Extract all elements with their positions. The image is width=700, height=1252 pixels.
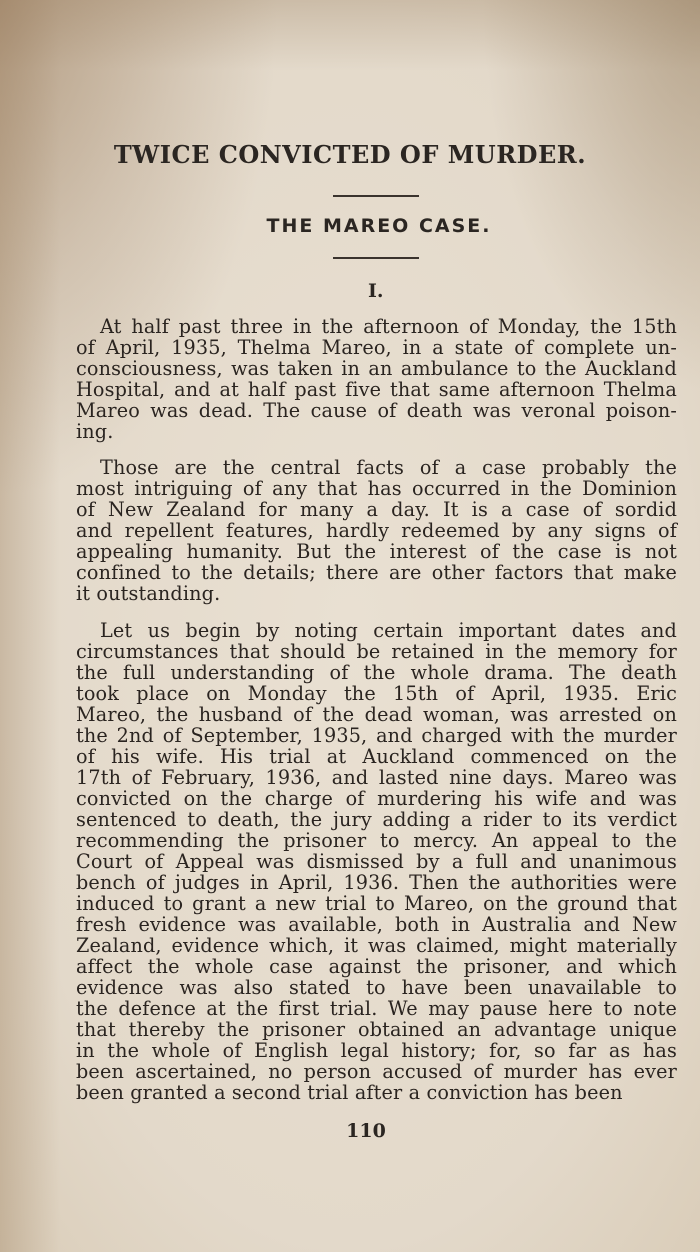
- text-line: At half past three in the afternoon of Monday, the 15th: [100, 315, 677, 338]
- text-line: bench of judges in April, 1936. Then the authorities were: [76, 871, 677, 894]
- text-line: sentenced to death, the jury adding a rider to its verdict: [76, 808, 677, 831]
- text-line: affect the whole case against the prisoner, and which: [76, 955, 677, 978]
- text-line: took place on Monday the 15th of April, 1935. Eric: [76, 682, 677, 705]
- text-line: 17th of February, 1936, and lasted nine days. Mareo was: [76, 766, 677, 789]
- text-line: Mareo, the husband of the dead woman, was arrested on: [76, 703, 677, 726]
- text-line: induced to grant a new trial to Mareo, on the ground that: [76, 892, 677, 915]
- text-line: the 2nd of September, 1935, and charged with the murder: [76, 724, 677, 747]
- title-divider-top: [333, 195, 419, 197]
- text-line: been ascertained, no person accused of murder has ever: [76, 1060, 677, 1083]
- text-line: evidence was also stated to have been unavailable to: [76, 976, 677, 999]
- text-line: circumstances that should be retained in the memory for: [76, 640, 677, 663]
- paragraph-3: [76, 620, 677, 1103]
- section-number: I.: [368, 280, 384, 302]
- text-line: of New Zealand for many a day. It is a case of sordid: [76, 498, 677, 521]
- text-line: most intriguing of any that has occurred in the Dominion: [76, 477, 677, 500]
- text-line: confined to the details; there are other factors that make: [76, 561, 677, 584]
- text-line: Let us begin by noting certain important dates and: [100, 619, 677, 642]
- text-line: the full understanding of the whole drama. The death: [76, 661, 677, 684]
- text-line: the defence at the first trial. We may pause here to note: [76, 997, 677, 1020]
- text-line: Hospital, and at half past five that same afternoon Thelma: [76, 378, 677, 401]
- text-line: in the whole of English legal history; for, so far as has: [76, 1039, 677, 1062]
- paragraph-2: [76, 457, 677, 604]
- text-line: Those are the central facts of a case probably the: [100, 456, 677, 479]
- title-divider-bottom: [333, 257, 419, 259]
- text-line: convicted on the charge of murdering his wife and was: [76, 787, 677, 810]
- text-line: been granted a second trial after a conviction has been: [76, 1081, 623, 1104]
- text-line: Zealand, evidence which, it was claimed, might materially: [76, 934, 677, 957]
- text-line: Mareo was dead. The cause of death was veronal poison-: [76, 399, 677, 422]
- text-line: Court of Appeal was dismissed by a full and unanimous: [76, 850, 677, 873]
- text-line: that thereby the prisoner obtained an advantage unique: [76, 1018, 677, 1041]
- paragraph-1: [76, 316, 677, 442]
- text-line: it outstanding.: [76, 582, 221, 605]
- text-line: consciousness, was taken in an ambulance to the Auckland: [76, 357, 677, 380]
- text-line: fresh evidence was available, both in Australia and New: [76, 913, 677, 936]
- text-line: recommending the prisoner to mercy. An appeal to the: [76, 829, 677, 852]
- text-line: appealing humanity. But the interest of the case is not: [76, 540, 677, 563]
- text-line: and repellent features, hardly redeemed by any signs of: [76, 519, 677, 542]
- text-line: of April, 1935, Thelma Mareo, in a state of complete un-: [76, 336, 677, 359]
- chapter-subtitle: THE MAREO CASE.: [266, 215, 492, 237]
- text-line: ing.: [76, 420, 114, 443]
- page-number: 110: [346, 1120, 386, 1142]
- text-line: of his wife. His trial at Auckland commenced on the: [76, 745, 677, 768]
- chapter-title: TWICE CONVICTED OF MURDER.: [113, 140, 587, 169]
